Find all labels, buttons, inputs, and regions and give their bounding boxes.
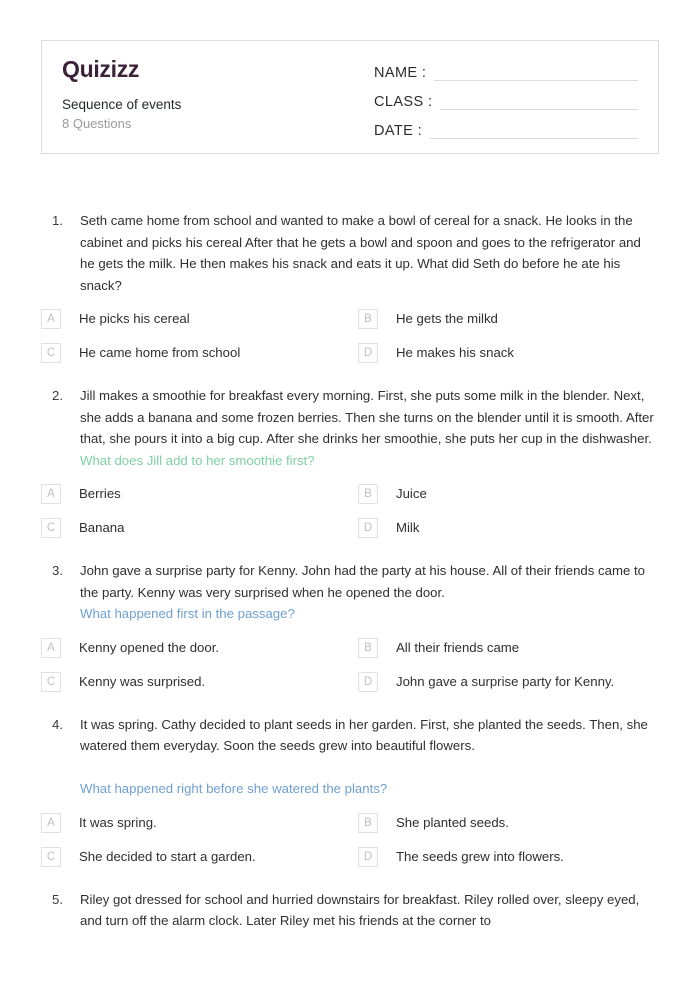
answer-option-c[interactable] (41, 847, 350, 867)
question-text-wrap (80, 210, 659, 296)
date-input-line[interactable] (430, 126, 638, 139)
name-input-line[interactable] (434, 68, 638, 81)
answer-options (41, 484, 659, 538)
option-letter-box: D (358, 672, 378, 692)
question-block (41, 210, 659, 385)
answer-options (41, 638, 659, 692)
option-text: He came home from school (79, 345, 241, 360)
question-row (41, 385, 659, 471)
class-input-line[interactable] (440, 97, 638, 110)
name-field-label: NAME : (374, 65, 427, 81)
option-letter-box: A (41, 638, 61, 658)
question-passage: It was spring. Cathy decided to plant seeds in her garden. First, she planted the seeds. Then, she watered them everyday. Soon the seeds grew into beautiful flowers. (80, 716, 648, 753)
question-text-wrap (80, 714, 659, 800)
question-number: 4. (52, 716, 63, 732)
answer-option-b[interactable] (350, 484, 659, 504)
option-text: He makes his snack (396, 345, 514, 360)
option-letter-box: B (358, 638, 378, 658)
option-text: She decided to start a garden. (79, 848, 256, 864)
answer-options (41, 309, 659, 363)
question-row (41, 714, 659, 800)
option-letter-box: D (358, 343, 378, 363)
worksheet-header-card (41, 40, 659, 154)
option-text: Kenny was surprised. (79, 673, 206, 689)
name-field-row (374, 65, 638, 81)
option-letter-box: C (41, 847, 61, 867)
question-block (41, 385, 659, 560)
answer-option-c[interactable] (41, 518, 350, 538)
question-number: 5. (52, 891, 63, 907)
question-block (41, 560, 659, 714)
answer-option-a[interactable] (41, 484, 350, 504)
option-letter-box: C (41, 343, 61, 363)
date-field-row (374, 123, 638, 139)
answer-option-d[interactable] (350, 518, 659, 538)
question-row (41, 560, 659, 625)
question-number: 1. (52, 213, 63, 228)
questions-list (41, 210, 659, 954)
option-text: She planted seeds. (396, 814, 509, 830)
option-letter-box: B (358, 309, 378, 329)
answer-option-b[interactable] (350, 813, 659, 833)
answer-option-d[interactable] (350, 672, 659, 692)
question-text-wrap (80, 889, 659, 932)
option-text: Juice (396, 486, 427, 501)
answer-option-c[interactable] (41, 672, 350, 692)
answer-option-d[interactable] (350, 847, 659, 867)
question-gap (41, 538, 659, 560)
option-text: Milk (396, 520, 420, 535)
option-text: The seeds grew into flowers. (396, 848, 564, 864)
answer-option-c[interactable] (41, 343, 350, 363)
option-text: John gave a surprise party for Kenny. (396, 673, 615, 689)
header-left-section (62, 55, 362, 141)
option-text: He gets the milkd (396, 311, 498, 326)
question-row (41, 210, 659, 296)
quiz-title: Sequence of events (62, 97, 182, 113)
answer-option-a[interactable] (41, 813, 350, 833)
question-gap (41, 363, 659, 385)
answer-option-a[interactable] (41, 638, 350, 658)
option-letter-box: A (41, 484, 61, 504)
answer-option-b[interactable] (350, 638, 659, 658)
option-letter-box: C (41, 672, 61, 692)
question-number: 3. (52, 563, 63, 578)
question-passage: Jill makes a smoothie for breakfast every morning. First, she puts some milk in the blender. Next, she adds a banana and some frozen berries. Then she turns on the blender until it is smooth. After that, she pours it into a big cup. After she drinks her smoothie, she puts her cup in the dishwasher. (80, 388, 654, 446)
question-prompt: What does Jill add to her smoothie first? (80, 452, 315, 468)
option-letter-box: B (358, 813, 378, 833)
option-text: Berries (79, 486, 121, 501)
option-letter-box: B (358, 484, 378, 504)
question-block (41, 889, 659, 954)
class-field-label: CLASS : (374, 94, 433, 110)
option-letter-box: A (41, 813, 61, 833)
question-number: 2. (52, 388, 63, 403)
question-prompt: What happened right before she watered the plants? (80, 781, 388, 796)
option-text: It was spring. (79, 814, 157, 830)
answer-option-b[interactable] (350, 309, 659, 329)
question-text-wrap (80, 385, 659, 471)
date-field-label: DATE : (374, 123, 423, 139)
question-block (41, 714, 659, 889)
question-prompt: What happened first in the passage? (80, 606, 295, 621)
option-text: Kenny opened the door. (79, 639, 220, 655)
answer-options (41, 813, 659, 867)
answer-option-d[interactable] (350, 343, 659, 363)
class-field-row (374, 94, 638, 110)
question-gap (41, 692, 659, 714)
option-letter-box: D (358, 847, 378, 867)
option-letter-box: C (41, 518, 61, 538)
option-text: All their friends came (396, 639, 520, 655)
option-letter-box: D (358, 518, 378, 538)
student-info-fields (362, 55, 638, 141)
question-passage: Riley got dressed for school and hurried downstairs for breakfast. Riley rolled over, sleepy eyed, and turn off the alarm clock. Later Riley met his friends at the corner to (80, 891, 640, 928)
quizizz-logo: Quizizz (62, 56, 140, 82)
question-gap (41, 867, 659, 889)
answer-option-a[interactable] (41, 309, 350, 329)
question-row (41, 889, 659, 932)
question-passage: Seth came home from school and wanted to make a bowl of cereal for a snack. He looks in the cabinet and picks his cereal After that he gets a bowl and spoon and goes to the refrigerator and he gets the milk. He then makes his snack and eats it up. What did Seth do before he ate his snack? (80, 213, 641, 293)
question-text-wrap (80, 560, 659, 625)
quiz-meta (62, 96, 362, 133)
prompt-spacer (80, 757, 657, 779)
question-passage: John gave a surprise party for Kenny. John had the party at his house. All of their friends came to the party. Kenny was very surprised when he opened the door. (80, 563, 645, 600)
question-gap (41, 932, 659, 954)
option-text: He picks his cereal (79, 311, 190, 326)
option-letter-box: A (41, 309, 61, 329)
option-text: Banana (79, 520, 125, 535)
quiz-question-count: 8 Questions (62, 116, 132, 132)
